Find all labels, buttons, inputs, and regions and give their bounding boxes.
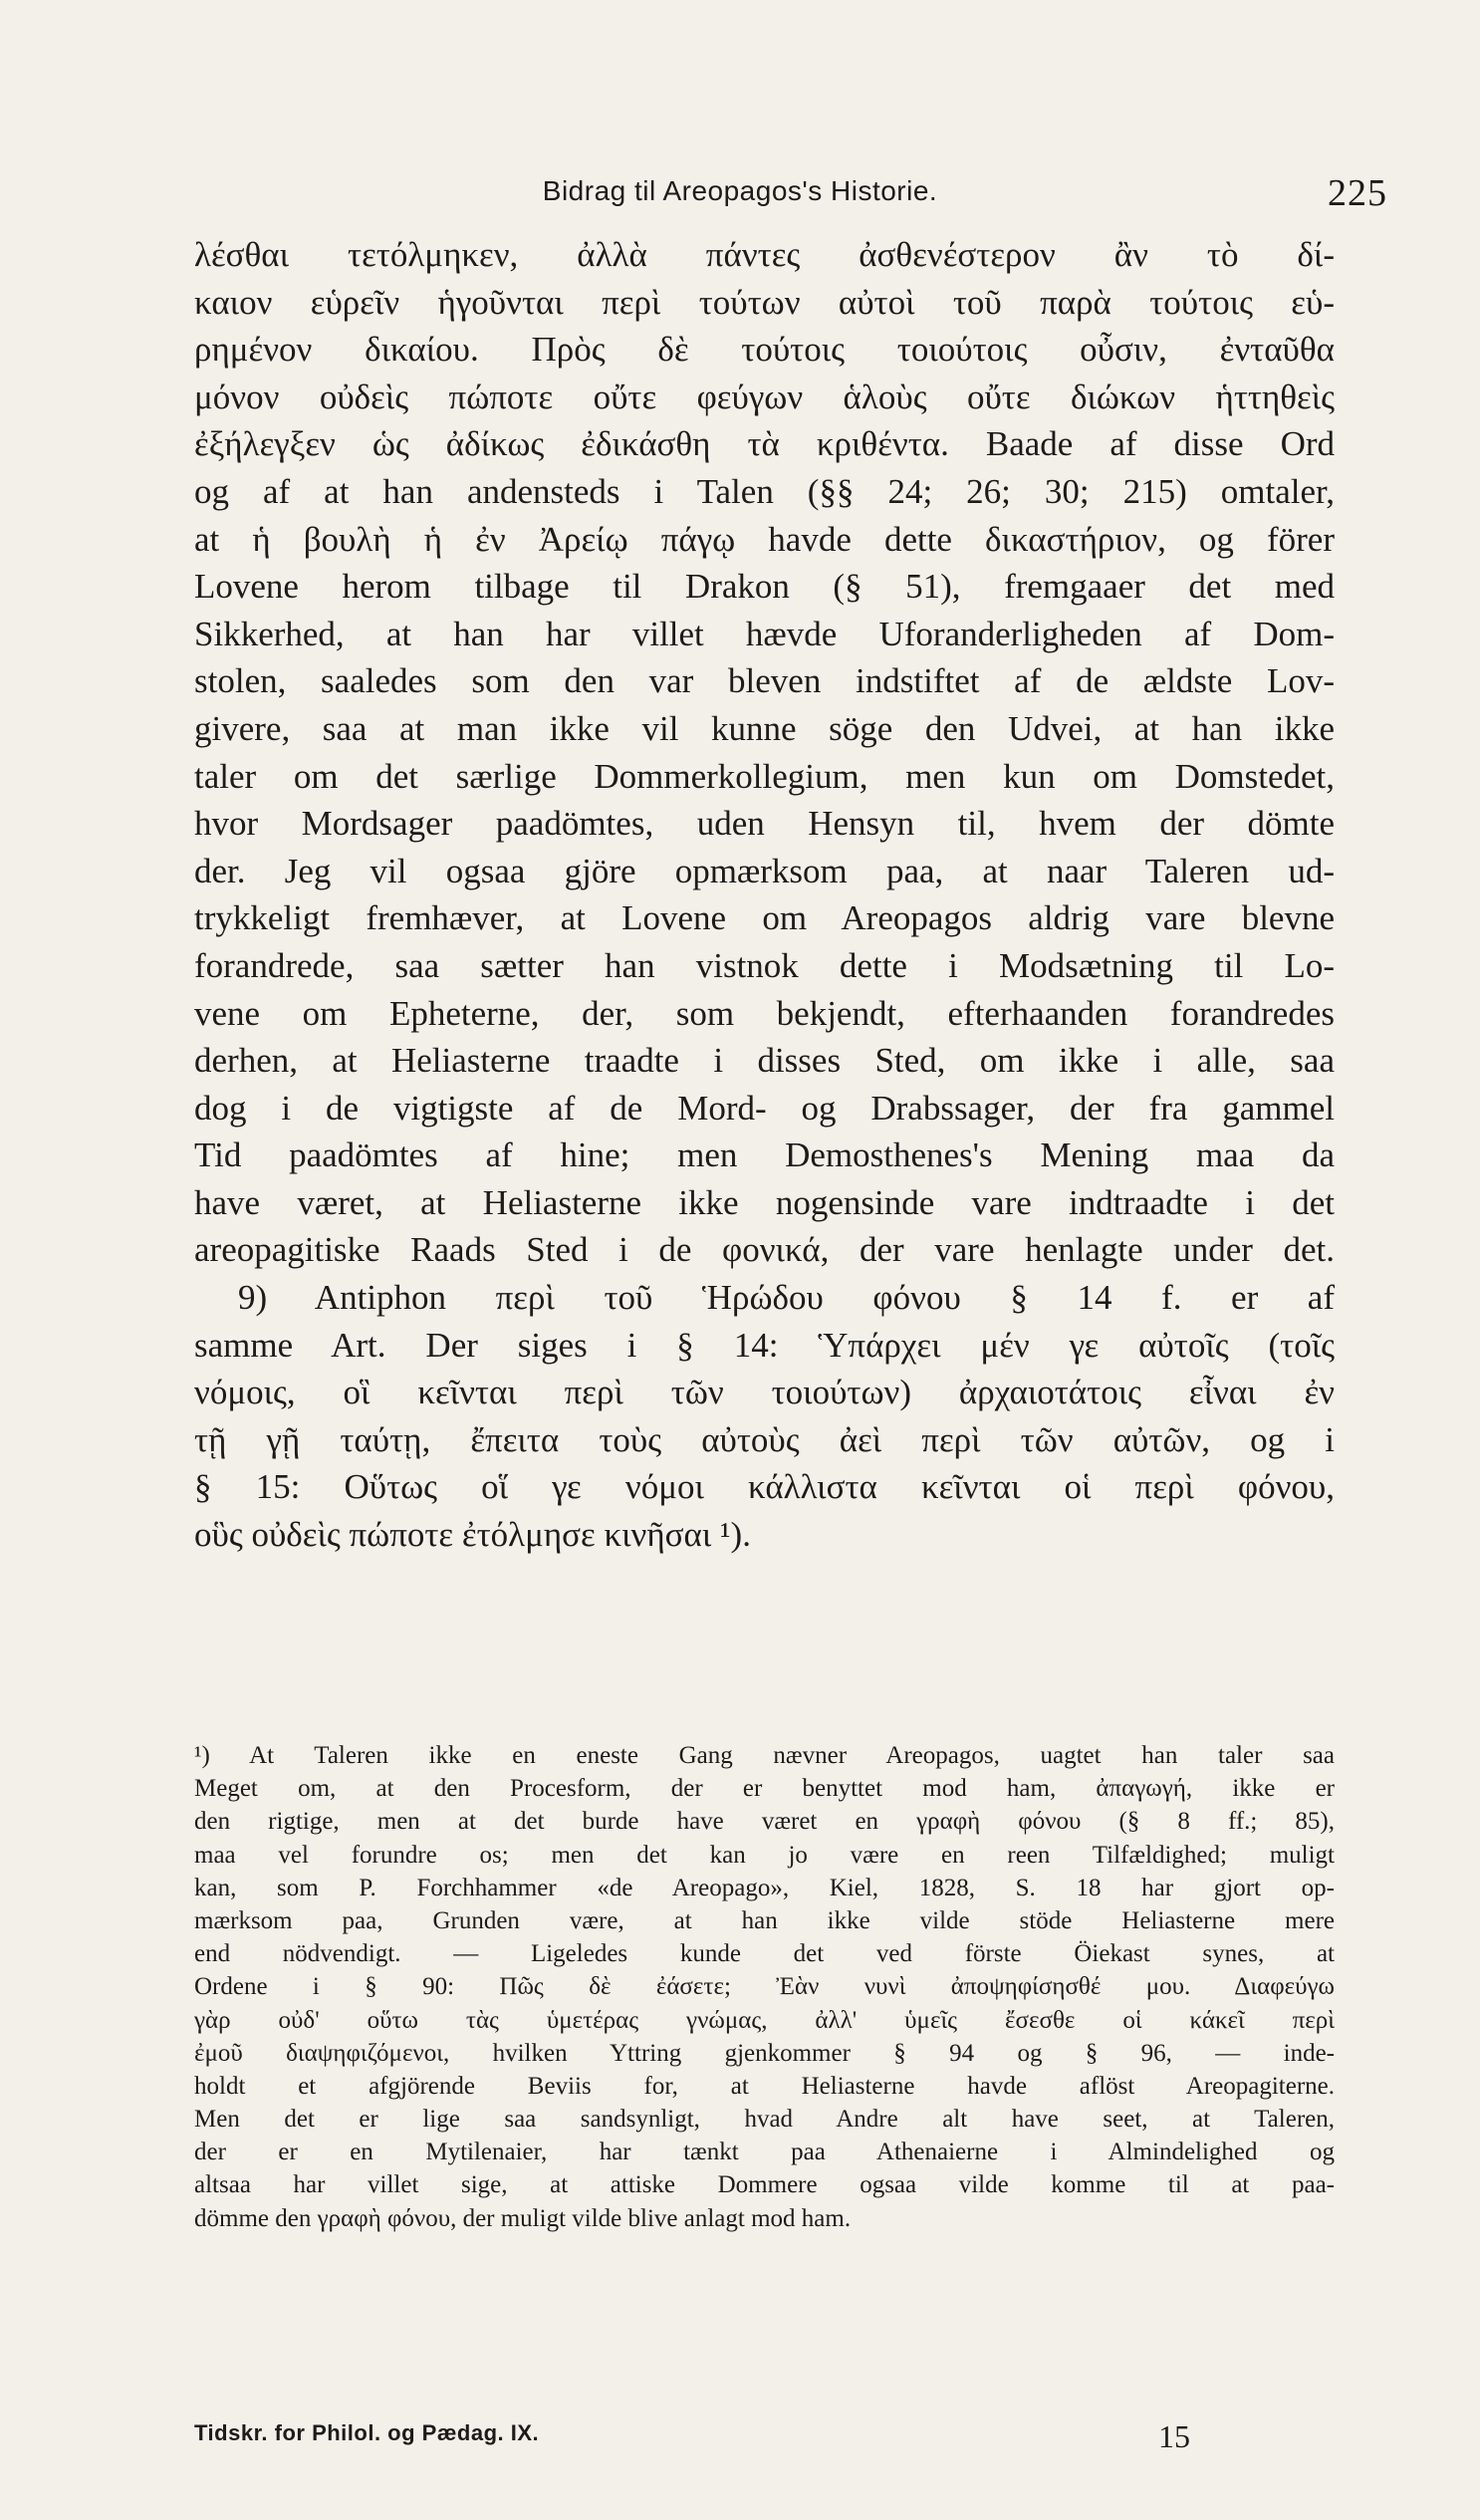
footnote-line: Meget om, at den Procesform, der er benyttet mod ham, ἀπαγωγή, ikke er xyxy=(194,1775,1335,1803)
text-line: § 15: Οὕτως οἵ γε νόμοι κάλλιστα κεῖνται οἱ περὶ φόνου, xyxy=(194,1467,1335,1507)
text-line: Sikkerhed, at han har villet hævde Uforanderligheden af Dom- xyxy=(194,614,1335,653)
footnote-line: maa vel forundre os; men det kan jo være en reen Tilfældighed; muligt xyxy=(194,1841,1335,1869)
running-head xyxy=(0,171,1480,214)
footnotes xyxy=(194,1739,1335,2235)
footnote-line: holdt et afgjörende Beviis for, at Heliasterne havde aflöst Areopagiterne. xyxy=(194,2072,1335,2100)
footnote-line: den rigtige, men at det burde have været en γραφὴ φόνου (§ 8 ff.; 85), xyxy=(194,1808,1335,1836)
text-line: νόμοις, οἳ κεῖνται περὶ τῶν τοιούτων) ἀρχαιοτάτοις εἶναι ἐν xyxy=(194,1373,1335,1412)
text-line: τῇ γῇ ταύτῃ, ἔπειτα τοὺς αὐτοὺς ἀεὶ περὶ τῶν αὐτῶν, og i xyxy=(194,1419,1335,1459)
text-line: ἐξήλεγξεν ὡς ἀδίκως ἐδικάσθη τὰ κριθέντα. Baade af disse Ord xyxy=(194,424,1335,464)
text-line: λέσθαι τετόλμηκεν, ἀλλὰ πάντες ἀσθενέστερον ἂν τὸ δί- xyxy=(194,235,1335,274)
text-line: μόνον οὐδεὶς πώποτε οὔτε φεύγων ἁλοὺς οὔτε διώκων ἡττηθεὶς xyxy=(194,377,1335,416)
main-text xyxy=(194,231,1335,1559)
text-line: vene om Epheterne, der, som bekjendt, efterhaanden forandredes xyxy=(194,993,1335,1033)
footnote-line: end nödvendigt. — Ligeledes kunde det ved förste Öiekast synes, at xyxy=(194,1940,1335,1968)
page-footer xyxy=(194,2418,1335,2454)
text-line: hvor Mordsager paadömtes, uden Hensyn til, hvem der dömte xyxy=(194,804,1335,844)
text-line: der. Jeg vil ogsaa gjöre opmærksom paa, at naar Taleren ud- xyxy=(194,851,1335,890)
text-line: givere, saa at man ikke vil kunne söge den Udvei, at han ikke xyxy=(194,708,1335,748)
text-line: taler om det særlige Dommerkollegium, men kun om Domstedet, xyxy=(194,756,1335,796)
footnote-line: Men det er lige saa sandsynligt, hvad Andre alt have seet, at Taleren, xyxy=(194,2106,1335,2134)
text-line: og af at han andensteds i Talen (§§ 24; 26; 30; 215) omtaler, xyxy=(194,471,1335,511)
text-line: forandrede, saa sætter han vistnok dette i Modsætning til Lo- xyxy=(194,945,1335,985)
footnote-line: mærksom paa, Grunden være, at han ikke vilde stöde Heliasterne mere xyxy=(194,1906,1335,1934)
footnote-line: ἐμοῦ διαψηφιζόμενοι, hvilken Yttring gjenkommer § 94 og § 96, — inde- xyxy=(194,2039,1335,2067)
text-line: καιον εὑρεῖν ἡγοῦνται περὶ τούτων αὐτοὶ τοῦ παρὰ τούτοις εὑ- xyxy=(194,282,1335,322)
text-line: Tid paadömtes af hine; men Demosthenes's Mening maa da xyxy=(194,1135,1335,1175)
text-line: 9) Antiphon περὶ τοῦ Ἡρώδου φόνου § 14 f. er af xyxy=(238,1278,1335,1318)
page-number: 225 xyxy=(1328,172,1387,214)
journal-imprint: Tidskr. for Philol. og Pædag. IX. xyxy=(194,2420,540,2445)
text-line: have været, at Heliasterne ikke nogensinde vare indtraadte i det xyxy=(194,1182,1335,1222)
text-line: stolen, saaledes som den var bleven indstiftet af de ældste Lov- xyxy=(194,661,1335,701)
text-line: Lovene herom tilbage til Drakon (§ 51), fremgaaer det med xyxy=(194,567,1335,607)
footnote-line: kan, som P. Forchhammer «de Areopago», Kiel, 1828, S. 18 har gjort op- xyxy=(194,1874,1335,1901)
signature-mark: 15 xyxy=(1158,2418,1190,2454)
text-line: at ἡ βουλὴ ἡ ἐν Ἀρείῳ πάγῳ havde dette δικαστήριον, og förer xyxy=(194,519,1335,559)
footnote-line: γὰρ οὐδ' οὕτω τὰς ὑμετέρας γνώμας, ἀλλ' ὑμεῖς ἔσεσθε οἱ κάκεῖ περὶ xyxy=(194,2006,1335,2034)
running-title: Bidrag til Areopagos's Historie. xyxy=(542,175,938,206)
footnote-line: der er en Mytilenaier, har tænkt paa Athenaierne i Almindelighed og xyxy=(194,2139,1335,2166)
footnote-line: ¹) At Taleren ikke en eneste Gang nævner Areopagos, uagtet han taler saa xyxy=(194,1742,1335,1769)
text-line: οὓς οὐδεὶς πώποτε ἐτόλμησε κινῆσαι ¹). xyxy=(194,1515,751,1555)
footnote-line: dömme den γραφὴ φόνου, der muligt vilde blive anlagt mod ham. xyxy=(194,2204,852,2232)
text-line: derhen, at Heliasterne traadte i disses Sted, om ikke i alle, saa xyxy=(194,1041,1335,1081)
footnote-line: altsaa har villet sige, at attiske Dommere ogsaa vilde komme til at paa- xyxy=(194,2171,1335,2199)
text-line: samme Art. Der siges i § 14: Ὑπάρχει μέν γε αὐτοῖς (τοῖς xyxy=(194,1325,1335,1365)
text-line: areopagitiske Raads Sted i de φονικά, der vare henlagte under det. xyxy=(194,1230,1335,1270)
text-line: trykkeligt fremhæver, at Lovene om Areopagos aldrig vare blevne xyxy=(194,898,1335,938)
text-line: ρημένον δικαίου. Πρὸς δὲ τούτοις τοιούτοις οὖσιν, ἐνταῦθα xyxy=(194,330,1335,370)
text-line: dog i de vigtigste af de Mord- og Drabssager, der fra gammel xyxy=(194,1088,1335,1128)
footnote-line: Ordene i § 90: Πῶς δὲ ἐάσετε; Ἐὰν νυνὶ ἀποψηφίσησθέ μου. Διαφεύγω xyxy=(194,1973,1335,2001)
